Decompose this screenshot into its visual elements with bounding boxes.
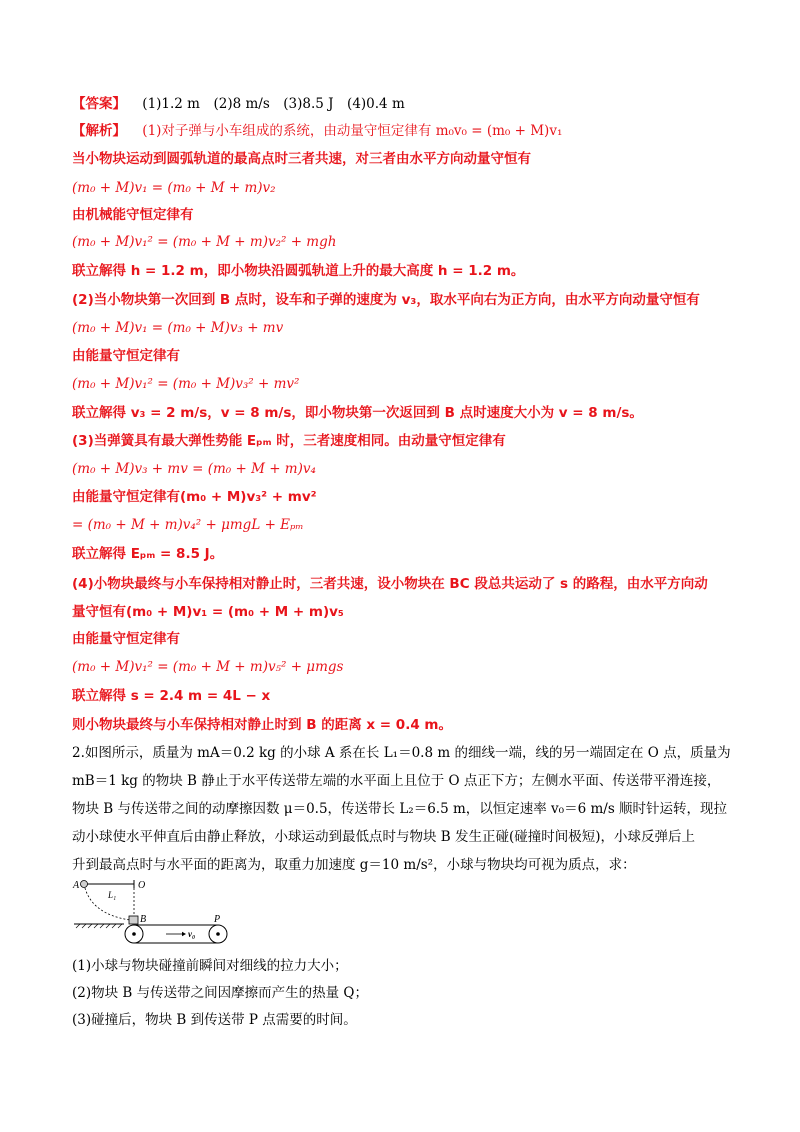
ground-hatch — [76, 924, 122, 928]
question2-line-1: 2.如图所示，质量为 mA＝0.2 kg 的小球 A 系在长 L₁＝0.8 m 的细线一端，线的另一端固定在 O 点，质量为 — [72, 745, 731, 761]
block-b — [129, 916, 138, 924]
question2-line-5: 升到最高点时与水平面的距离为，取重力加速度 g＝10 m/s²，小球与物块均可视为质点，求： — [72, 857, 636, 873]
question2-line-2: mB＝1 kg 的物块 B 静止于水平传送带左端的水平面上且位于 O 点正下方；左侧水平面、传送带平滑连接， — [72, 773, 721, 789]
analysis-line-21: 联立解得 s = 2.4 m = 4L − x — [72, 688, 271, 704]
analysis-line-12: (3)当弹簧具有最大弹性势能 Eₚₘ 时，三者速度相同。由动量守恒定律有 — [72, 433, 506, 449]
answer-line — [72, 94, 405, 114]
analysis-line-4: 由机械能守恒定律有 — [72, 207, 194, 223]
pulley-right-axle — [216, 932, 220, 936]
label-v0: v₀ — [188, 929, 196, 939]
label-b: B — [140, 914, 147, 925]
analysis-line-5: (m₀ + M)v₁² = (m₀ + M + m)v₂² + mgh — [72, 234, 337, 250]
analysis-line-11: 联立解得 v₃ = 2 m/s，v = 8 m/s，即小物块第一次返回到 B 点时速度大小为 v = 8 m/s。 — [72, 405, 643, 421]
sub-question-3: (3)碰撞后，物块 B 到传送带 P 点需要的时间。 — [72, 1012, 357, 1028]
label-p: P — [214, 914, 221, 925]
analysis-line-3: (m₀ + M)v₁ = (m₀ + M + m)v₂ — [72, 180, 276, 196]
analysis-line-17: (4)小物块最终与小车保持相对静止时，三者共速，设小物块在 BC 段总共运动了 s 的路程，由水平方向动 — [72, 576, 708, 592]
analysis-line-8: (m₀ + M)v₁ = (m₀ + M)v₃ + mv — [72, 320, 284, 336]
question2-line-3: 物块 B 与传送带之间的动摩擦因数 μ＝0.5，传送带长 L₂＝6.5 m，以恒定速率 v₀＝6 m/s 顺时针运转，现拉 — [72, 801, 728, 817]
analysis-line-13: (m₀ + M)v₃ + mv = (m₀ + M + m)v₄ — [72, 461, 316, 477]
analysis-line-16: 联立解得 Eₚₘ = 8.5 J。 — [72, 546, 224, 562]
analysis-line-22: 则小物块最终与小车保持相对静止时到 B 的距离 x = 0.4 m。 — [72, 717, 452, 733]
ball-a — [81, 881, 88, 888]
analysis-tag: 【解析】 — [72, 123, 126, 139]
answer-tag: 【答案】 — [72, 96, 126, 112]
analysis-line-14: 由能量守恒定律有(m₀ + M)v₃² + mv² — [72, 489, 317, 505]
swing-arc — [84, 884, 130, 920]
label-a: A — [73, 880, 80, 891]
analysis-line-19: 由能量守恒定律有 — [72, 631, 180, 647]
analysis-line-6: 联立解得 h = 1.2 m，即小物块沿圆弧轨道上升的最大高度 h = 1.2 m。 — [72, 263, 525, 279]
analysis-line-9: 由能量守恒定律有 — [72, 348, 180, 364]
conveyor-diagram — [72, 878, 242, 948]
v0-arrowhead — [182, 932, 186, 936]
analysis-line-2: 当小物块运动到圆弧轨道的最高点时三者共速，对三者由水平方向动量守恒有 — [72, 151, 531, 167]
sub-question-1: (1)小球与物块碰撞前瞬间对细线的拉力大小； — [72, 958, 348, 974]
pulley-left-axle — [132, 932, 136, 936]
analysis-line-7: (2)当小物块第一次回到 B 点时，设车和子弹的速度为 v₃，取水平向右为正方向，由水平方向动量守恒有 — [72, 292, 700, 308]
sub-question-2: (2)物块 B 与传送带之间因摩擦而产生的热量 Q； — [72, 985, 368, 1001]
label-o: O — [138, 880, 146, 891]
label-l1: L₁ — [108, 890, 117, 900]
question2-line-4: 动小球使水平伸直后由静止释放，小球运动到最低点时与物块 B 发生正碰(碰撞时间极短)，小球反弹后上 — [72, 829, 696, 845]
analysis-line-15: = (m₀ + M + m)v₄² + μmgL + Eₚₘ — [72, 517, 304, 533]
answer-text: (1)1.2 m (2)8 m/s (3)8.5 J (4)0.4 m — [142, 96, 405, 112]
analysis-line-20: (m₀ + M)v₁² = (m₀ + M + m)v₅² + μmgs — [72, 659, 344, 675]
analysis-line-18: 量守恒有(m₀ + M)v₁ = (m₀ + M + m)v₅ — [72, 604, 344, 620]
analysis-line-10: (m₀ + M)v₁² = (m₀ + M)v₃² + mv² — [72, 376, 300, 392]
analysis-line-1: 【解析】 (1)对子弹与小车组成的系统，由动量守恒定律有 m₀v₀ = (m₀ + M)v₁ — [72, 123, 563, 139]
